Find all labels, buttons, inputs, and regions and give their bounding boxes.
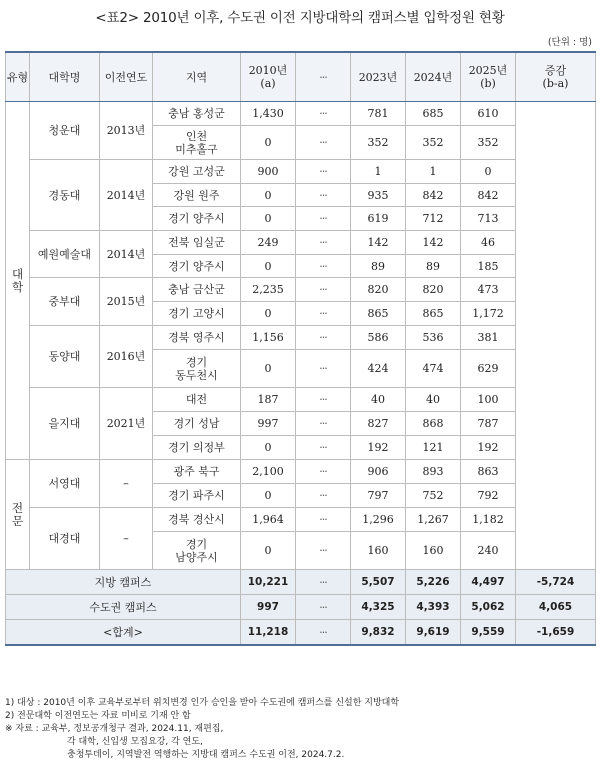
ellipsis-cell: ···	[296, 278, 351, 302]
value-2010: 1,430	[241, 102, 296, 126]
value-2025: 240	[461, 532, 516, 570]
summary-change: -5,724	[516, 570, 596, 595]
value-2023: 160	[351, 532, 406, 570]
header-2024: 2024년	[406, 52, 461, 102]
region-cell: 강원 고성군	[153, 160, 241, 184]
admission-quota-table	[5, 51, 596, 646]
summary-2010: 997	[241, 595, 296, 620]
value-2024: 868	[406, 412, 461, 436]
footnote-source-2: 각 대학, 신입생 모집요강, 각 연도,	[67, 737, 203, 747]
university-name: 대경대	[30, 508, 100, 570]
value-2023: 797	[351, 484, 406, 508]
value-2024: 121	[406, 436, 461, 460]
value-2025: 0	[461, 160, 516, 184]
value-2023: 827	[351, 412, 406, 436]
value-2024: 685	[406, 102, 461, 126]
footnote-1: 1) 대상 : 2010년 이후 교육부로부터 위치변경 인가 승인을 받아 수도권에 캠퍼스를 신설한 지방대학	[5, 698, 400, 708]
value-2025: 1,172	[461, 302, 516, 326]
value-2024: 1,267	[406, 508, 461, 532]
table-row	[6, 460, 596, 484]
summary-2025: 5,062	[461, 595, 516, 620]
region-cell: 경북 경산시	[153, 508, 241, 532]
value-2025: 787	[461, 412, 516, 436]
value-2025: 713	[461, 207, 516, 231]
region-cell: 인천 미추홀구	[153, 126, 241, 160]
blank-change-cell	[516, 102, 596, 570]
value-2023: 865	[351, 302, 406, 326]
summary-row	[6, 620, 596, 646]
ellipsis-cell: ···	[296, 231, 351, 255]
ellipsis-cell: ···	[296, 126, 351, 160]
ellipsis-cell: ···	[296, 508, 351, 532]
value-2010: 0	[241, 184, 296, 207]
university-name: 을지대	[30, 388, 100, 460]
value-2010: 1,964	[241, 508, 296, 532]
value-2024: 352	[406, 126, 461, 160]
university-name: 청운대	[30, 102, 100, 160]
value-2010: 0	[241, 484, 296, 508]
summary-2023: 4,325	[351, 595, 406, 620]
value-2024: 712	[406, 207, 461, 231]
value-2025: 46	[461, 231, 516, 255]
value-2024: 820	[406, 278, 461, 302]
region-cell: 충남 홍성군	[153, 102, 241, 126]
summary-2010: 10,221	[241, 570, 296, 595]
summary-change: -1,659	[516, 620, 596, 646]
header-row	[6, 52, 596, 102]
value-2010: 2,235	[241, 278, 296, 302]
footnotes	[5, 697, 595, 762]
value-2025: 1,182	[461, 508, 516, 532]
header-2025: 2025년 (b)	[461, 52, 516, 102]
value-2024: 160	[406, 532, 461, 570]
value-2023: 352	[351, 126, 406, 160]
region-cell: 광주 북구	[153, 460, 241, 484]
move-year: 2014년	[100, 231, 153, 278]
university-name: 경동대	[30, 160, 100, 231]
footnote-2: 2) 전문대학 이전연도는 자료 미비로 기재 안 함	[5, 711, 191, 721]
region-cell: 강원 원주	[153, 184, 241, 207]
value-2010: 0	[241, 532, 296, 570]
ellipsis-cell: ···	[296, 620, 351, 646]
ellipsis-cell: ···	[296, 326, 351, 350]
value-2023: 1,296	[351, 508, 406, 532]
summary-2024: 9,619	[406, 620, 461, 646]
category-cell: 전 문	[6, 460, 30, 570]
value-2024: 1	[406, 160, 461, 184]
value-2025: 352	[461, 126, 516, 160]
region-cell: 충남 금산군	[153, 278, 241, 302]
ellipsis-cell: ···	[296, 255, 351, 278]
header-dots: ···	[296, 52, 351, 102]
header-2023: 2023년	[351, 52, 406, 102]
value-2024: 40	[406, 388, 461, 412]
summary-2025: 9,559	[461, 620, 516, 646]
ellipsis-cell: ···	[296, 412, 351, 436]
value-2010: 0	[241, 350, 296, 388]
unit-label: (단위 : 명)	[547, 37, 592, 48]
ellipsis-cell: ···	[296, 102, 351, 126]
table-row	[6, 102, 596, 126]
value-2025: 610	[461, 102, 516, 126]
summary-2025: 4,497	[461, 570, 516, 595]
summary-2024: 5,226	[406, 570, 461, 595]
value-2023: 142	[351, 231, 406, 255]
region-cell: 경기 양주시	[153, 255, 241, 278]
value-2024: 752	[406, 484, 461, 508]
table-body	[6, 102, 596, 646]
table-row	[6, 231, 596, 255]
table-row	[6, 326, 596, 350]
value-2025: 381	[461, 326, 516, 350]
move-year: 2013년	[100, 102, 153, 160]
region-cell: 대전	[153, 388, 241, 412]
value-2023: 1	[351, 160, 406, 184]
value-2010: 0	[241, 436, 296, 460]
university-name: 중부대	[30, 278, 100, 326]
value-2025: 792	[461, 484, 516, 508]
table-row	[6, 160, 596, 184]
summary-2010: 11,218	[241, 620, 296, 646]
move-year: 2014년	[100, 160, 153, 231]
value-2023: 89	[351, 255, 406, 278]
ellipsis-cell: ···	[296, 436, 351, 460]
table-row	[6, 508, 596, 532]
ellipsis-cell: ···	[296, 532, 351, 570]
value-2010: 0	[241, 255, 296, 278]
summary-2023: 5,507	[351, 570, 406, 595]
university-name: 서영대	[30, 460, 100, 508]
value-2025: 192	[461, 436, 516, 460]
footnote-source-3: 충청투데이, 지역발전 역행하는 지방대 캠퍼스 수도권 이전, 2024.7.2.	[67, 750, 345, 760]
value-2025: 842	[461, 184, 516, 207]
region-cell: 경기 파주시	[153, 484, 241, 508]
ellipsis-cell: ···	[296, 388, 351, 412]
summary-label: 지방 캠퍼스	[6, 570, 241, 595]
region-cell: 전북 임실군	[153, 231, 241, 255]
value-2023: 424	[351, 350, 406, 388]
region-cell: 경기 고양시	[153, 302, 241, 326]
value-2010: 900	[241, 160, 296, 184]
summary-change: 4,065	[516, 595, 596, 620]
table-row	[6, 278, 596, 302]
ellipsis-cell: ···	[296, 484, 351, 508]
value-2023: 192	[351, 436, 406, 460]
region-cell: 경기 남양주시	[153, 532, 241, 570]
value-2025: 473	[461, 278, 516, 302]
value-2024: 89	[406, 255, 461, 278]
move-year: –	[100, 460, 153, 508]
value-2024: 536	[406, 326, 461, 350]
header-2010: 2010년 (a)	[241, 52, 296, 102]
move-year: 2015년	[100, 278, 153, 326]
region-cell: 경기 동두천시	[153, 350, 241, 388]
value-2010: 0	[241, 302, 296, 326]
value-2023: 586	[351, 326, 406, 350]
ellipsis-cell: ···	[296, 570, 351, 595]
ellipsis-cell: ···	[296, 595, 351, 620]
region-cell: 경기 성남	[153, 412, 241, 436]
value-2023: 619	[351, 207, 406, 231]
value-2024: 142	[406, 231, 461, 255]
value-2025: 100	[461, 388, 516, 412]
footnote-source: ※ 자료 : 교육부, 정보공개청구 결과, 2024.11, 재편집,	[5, 724, 224, 734]
move-year: –	[100, 508, 153, 570]
value-2023: 781	[351, 102, 406, 126]
summary-row	[6, 570, 596, 595]
value-2010: 2,100	[241, 460, 296, 484]
value-2024: 842	[406, 184, 461, 207]
university-name: 예원예술대	[30, 231, 100, 278]
value-2010: 0	[241, 126, 296, 160]
header-move-year: 이전연도	[100, 52, 153, 102]
value-2024: 865	[406, 302, 461, 326]
ellipsis-cell: ···	[296, 207, 351, 231]
move-year: 2021년	[100, 388, 153, 460]
table-row	[6, 388, 596, 412]
value-2023: 906	[351, 460, 406, 484]
value-2023: 40	[351, 388, 406, 412]
move-year: 2016년	[100, 326, 153, 388]
ellipsis-cell: ···	[296, 302, 351, 326]
value-2010: 187	[241, 388, 296, 412]
summary-2023: 9,832	[351, 620, 406, 646]
value-2023: 820	[351, 278, 406, 302]
value-2010: 0	[241, 207, 296, 231]
region-cell: 경기 양주시	[153, 207, 241, 231]
value-2025: 185	[461, 255, 516, 278]
ellipsis-cell: ···	[296, 160, 351, 184]
header-type: 유형	[6, 52, 30, 102]
value-2023: 935	[351, 184, 406, 207]
ellipsis-cell: ···	[296, 350, 351, 388]
table-title: <표2> 2010년 이후, 수도권 이전 지방대학의 캠퍼스별 입학정원 현황	[95, 10, 505, 26]
header-university: 대학명	[30, 52, 100, 102]
value-2024: 474	[406, 350, 461, 388]
header-change: 증감 (b-a)	[516, 52, 596, 102]
ellipsis-cell: ···	[296, 184, 351, 207]
summary-label: 수도권 캠퍼스	[6, 595, 241, 620]
value-2025: 863	[461, 460, 516, 484]
category-cell: 대 학	[6, 102, 30, 460]
value-2025: 629	[461, 350, 516, 388]
region-cell: 경기 의정부	[153, 436, 241, 460]
region-cell: 경북 영주시	[153, 326, 241, 350]
summary-2024: 4,393	[406, 595, 461, 620]
value-2024: 893	[406, 460, 461, 484]
value-2010: 1,156	[241, 326, 296, 350]
value-2010: 249	[241, 231, 296, 255]
value-2010: 997	[241, 412, 296, 436]
ellipsis-cell: ···	[296, 460, 351, 484]
header-region: 지역	[153, 52, 241, 102]
summary-row	[6, 595, 596, 620]
university-name: 동양대	[30, 326, 100, 388]
summary-label: <합계>	[6, 620, 241, 646]
